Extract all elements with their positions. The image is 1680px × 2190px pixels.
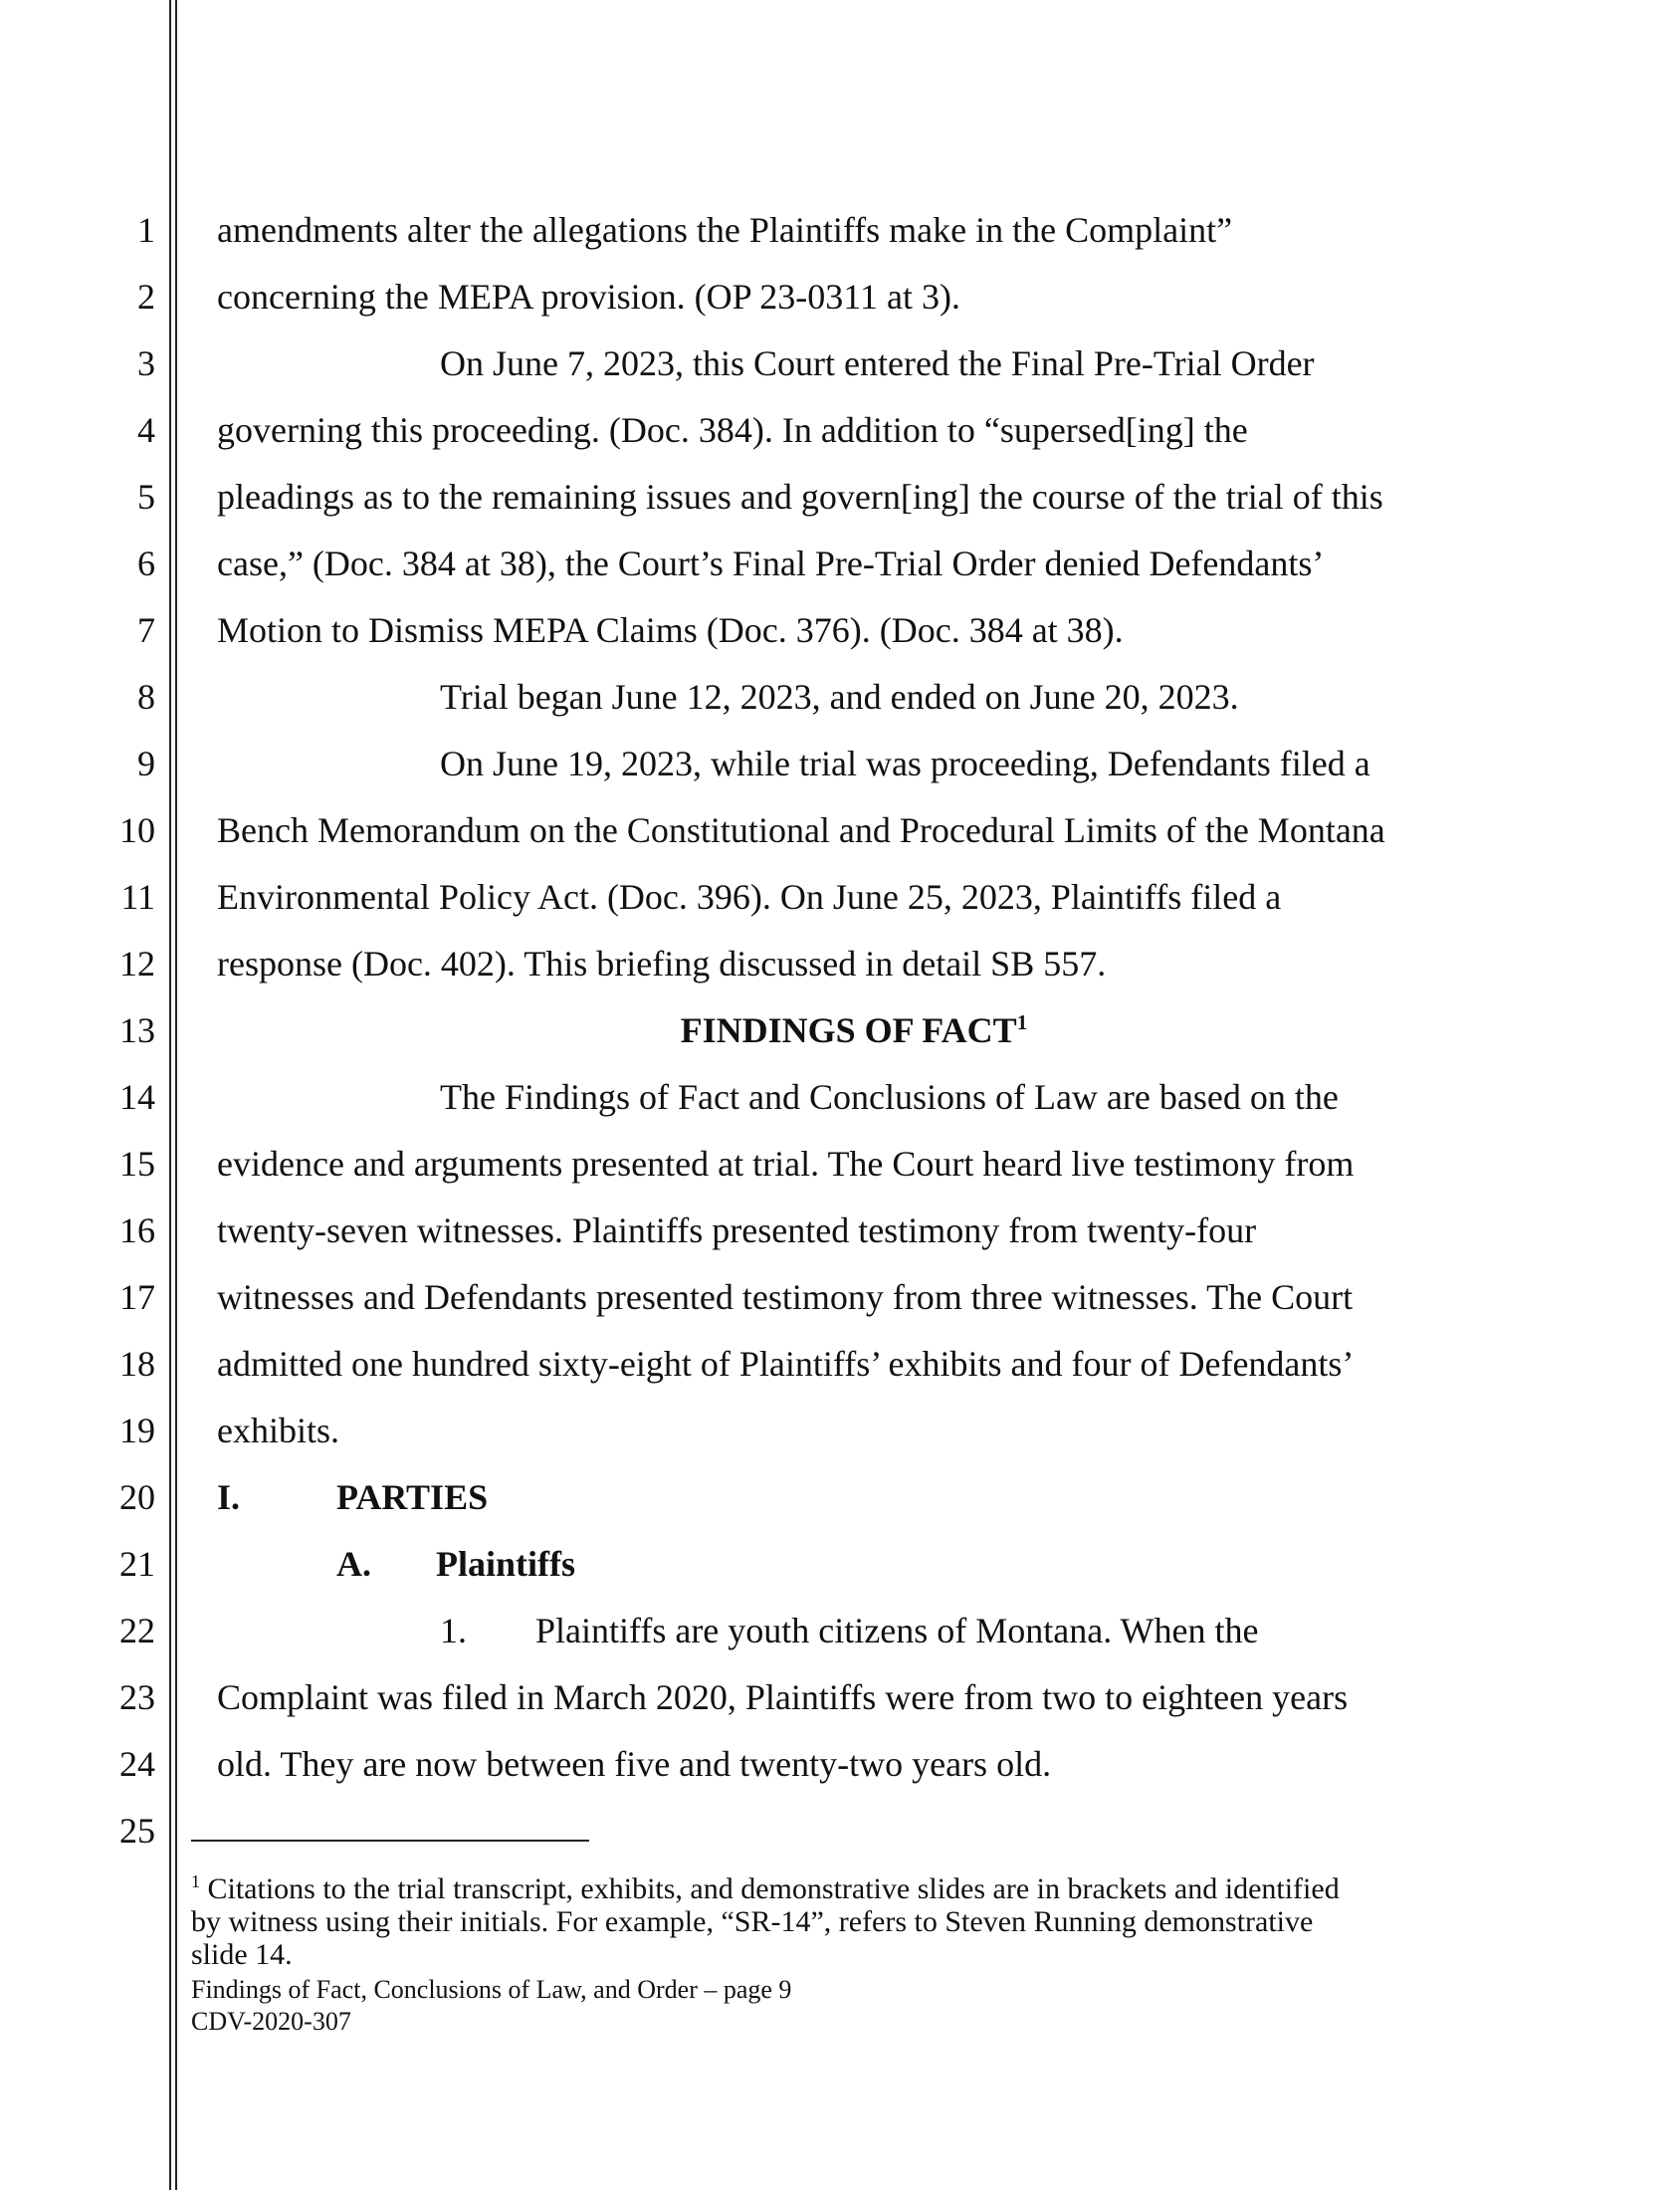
line-number: 12	[119, 944, 155, 984]
line-number: 14	[119, 1077, 155, 1117]
footer-title: Findings of Fact, Conclusions of Law, and Order – page 9	[191, 1975, 792, 2004]
line-number: 18	[119, 1344, 155, 1384]
section-title: PARTIES	[336, 1477, 489, 1517]
line-number: 1	[137, 210, 155, 250]
footnote-line: slide 14.	[191, 1938, 293, 1971]
body-line: old. They are now between five and twenty-two years old.	[217, 1744, 1052, 1784]
line-number: 16	[119, 1210, 155, 1250]
body-line: Plaintiffs are youth citizens of Montana. When the	[535, 1611, 1259, 1650]
body-line: Bench Memorandum on the Constitutional and Procedural Limits of the Montana	[217, 810, 1385, 850]
body-line: witnesses and Defendants presented testimony from three witnesses. The Court	[217, 1277, 1354, 1317]
line-number: 19	[119, 1411, 155, 1450]
line-number: 25	[119, 1811, 155, 1851]
body-line: pleadings as to the remaining issues and govern[ing] the course of the trial of this	[217, 477, 1383, 517]
line-number: 2	[137, 277, 155, 317]
footer-case-number: CDV-2020-307	[191, 2007, 351, 2036]
body-line: Motion to Dismiss MEPA Claims (Doc. 376). (Doc. 384 at 38).	[217, 610, 1124, 650]
body-line: twenty-seven witnesses. Plaintiffs presented testimony from twenty-four	[217, 1210, 1257, 1250]
line-number: 11	[120, 877, 155, 917]
body-line: Environmental Policy Act. (Doc. 396). On June 25, 2023, Plaintiffs filed a	[217, 877, 1282, 917]
body-line: response (Doc. 402). This briefing discussed in detail SB 557.	[217, 944, 1107, 984]
line-number: 7	[137, 610, 155, 650]
footnote-mark: 1	[191, 1871, 200, 1891]
body-line: On June 19, 2023, while trial was proceeding, Defendants filed a	[440, 744, 1370, 783]
line-number: 13	[119, 1010, 155, 1050]
line-number: 8	[137, 677, 155, 717]
line-number: 10	[119, 810, 155, 850]
body-line: amendments alter the allegations the Plaintiffs make in the Complaint”	[217, 210, 1233, 250]
findings-heading-text: FINDINGS OF FACT	[680, 1010, 1017, 1050]
line-number: 15	[119, 1144, 155, 1184]
footnote-reference[interactable]: 1	[1016, 1010, 1028, 1034]
subsection-title: Plaintiffs	[436, 1544, 575, 1584]
line-number: 23	[119, 1677, 155, 1717]
left-margin-rule	[169, 0, 171, 2190]
findings-heading	[217, 1010, 1491, 1050]
body-line: evidence and arguments presented at trial. The Court heard live testimony from	[217, 1144, 1355, 1184]
body-line: concerning the MEPA provision. (OP 23-0311 at 3).	[217, 277, 960, 317]
footnote-line	[191, 1872, 1340, 1905]
body-line: The Findings of Fact and Conclusions of Law are based on the	[440, 1077, 1339, 1117]
body-line: Trial began June 12, 2023, and ended on June 20, 2023.	[440, 677, 1239, 717]
paragraph-number: 1.	[440, 1611, 467, 1650]
line-number: 20	[119, 1477, 155, 1517]
footnote-line: by witness using their initials. For example, “SR-14”, refers to Steven Running demonstrative	[191, 1905, 1314, 1938]
line-number: 17	[119, 1277, 155, 1317]
section-number: I.	[217, 1477, 241, 1517]
body-line: case,” (Doc. 384 at 38), the Court’s Final Pre-Trial Order denied Defendants’	[217, 544, 1325, 583]
line-number: 21	[119, 1544, 155, 1584]
body-line: governing this proceeding. (Doc. 384). In addition to “supersed[ing] the	[217, 410, 1248, 450]
subsection-letter: A.	[336, 1544, 371, 1584]
body-line: Complaint was filed in March 2020, Plaintiffs were from two to eighteen years	[217, 1677, 1349, 1717]
line-number: 22	[119, 1611, 155, 1650]
line-number: 6	[137, 544, 155, 583]
line-number: 4	[137, 410, 155, 450]
left-margin-rule-inner	[175, 0, 177, 2190]
line-number: 3	[137, 343, 155, 383]
line-number: 5	[137, 477, 155, 517]
footnote-divider	[191, 1840, 589, 1842]
line-number: 9	[137, 744, 155, 783]
footnote-text: Citations to the trial transcript, exhibits, and demonstrative slides are in brackets and identified	[207, 1872, 1340, 1905]
body-line: admitted one hundred sixty-eight of Plaintiffs’ exhibits and four of Defendants’	[217, 1344, 1355, 1384]
body-line: exhibits.	[217, 1411, 339, 1450]
line-number: 24	[119, 1744, 155, 1784]
body-line: On June 7, 2023, this Court entered the Final Pre-Trial Order	[440, 343, 1315, 383]
